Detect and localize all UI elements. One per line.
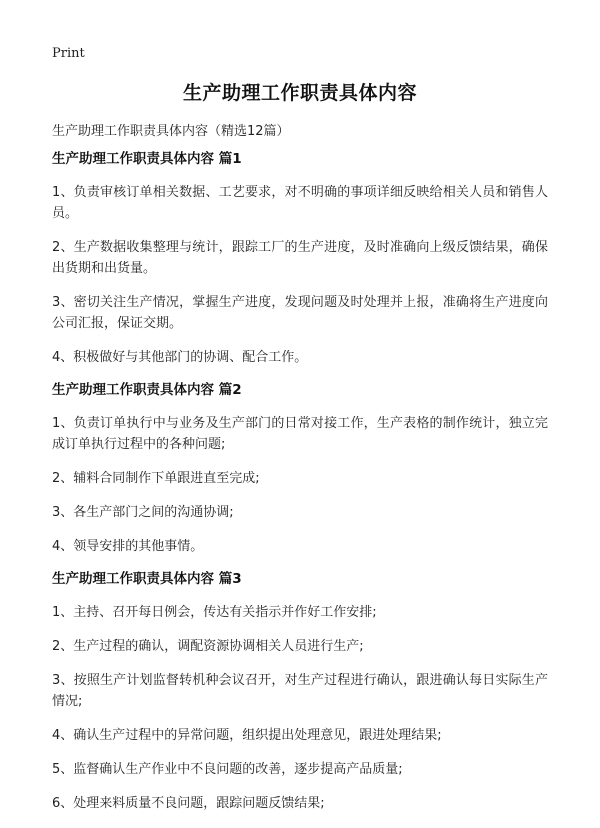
section-heading: 生产助理工作职责具体内容 篇3 (52, 571, 242, 587)
list-item: 3、按照生产计划监督转机种会议召开，对生产过程进行确认，跟进确认每日实际生产情况; (52, 673, 548, 709)
section-3 (52, 570, 548, 814)
list-item: 6、处理来料质量不良问题，跟踪问题反馈结果; (52, 796, 325, 811)
page-title: 生产助理工作职责具体内容 (182, 82, 417, 104)
list-item: 3、密切关注生产情况，掌握生产进度，发现问题及时处理并上报，准确将生产进度向公司汇报，保证交期。 (52, 295, 548, 331)
list-item: 4、积极做好与其他部门的协调、配合工作。 (52, 350, 308, 365)
list-item: 1、主持、召开每日例会，传达有关指示并作好工作安排; (52, 605, 377, 620)
section-1 (52, 150, 548, 368)
section-heading: 生产助理工作职责具体内容 篇2 (52, 382, 242, 398)
list-item: 1、负责审核订单相关数据、工艺要求，对不明确的事项详细反映给相关人员和销售人员。 (52, 185, 548, 221)
section-2 (52, 381, 548, 557)
document-subtitle: 生产助理工作职责具体内容（精选12篇） (52, 124, 290, 139)
section-heading: 生产助理工作职责具体内容 篇1 (52, 151, 242, 167)
list-item: 5、监督确认生产作业中不良问题的改善，逐步提高产品质量; (52, 762, 403, 777)
list-item: 2、辅料合同制作下单跟进直至完成; (52, 471, 260, 486)
list-item: 2、生产过程的确认，调配资源协调相关人员进行生产; (52, 639, 364, 654)
list-item: 4、确认生产过程中的异常问题，组织提出处理意见，跟进处理结果; (52, 728, 442, 743)
document-body (52, 150, 548, 827)
print-label[interactable]: Print (52, 46, 85, 61)
list-item: 1、负责订单执行中与业务及生产部门的日常对接工作，生产表格的制作统计，独立完成订单执行过程中的各种问题; (52, 416, 548, 452)
list-item: 4、领导安排的其他事情。 (52, 539, 204, 554)
list-item: 2、生产数据收集整理与统计，跟踪工厂的生产进度，及时准确向上级反馈结果，确保出货期和出货量。 (52, 240, 548, 276)
list-item: 3、各生产部门之间的沟通协调; (52, 505, 234, 520)
